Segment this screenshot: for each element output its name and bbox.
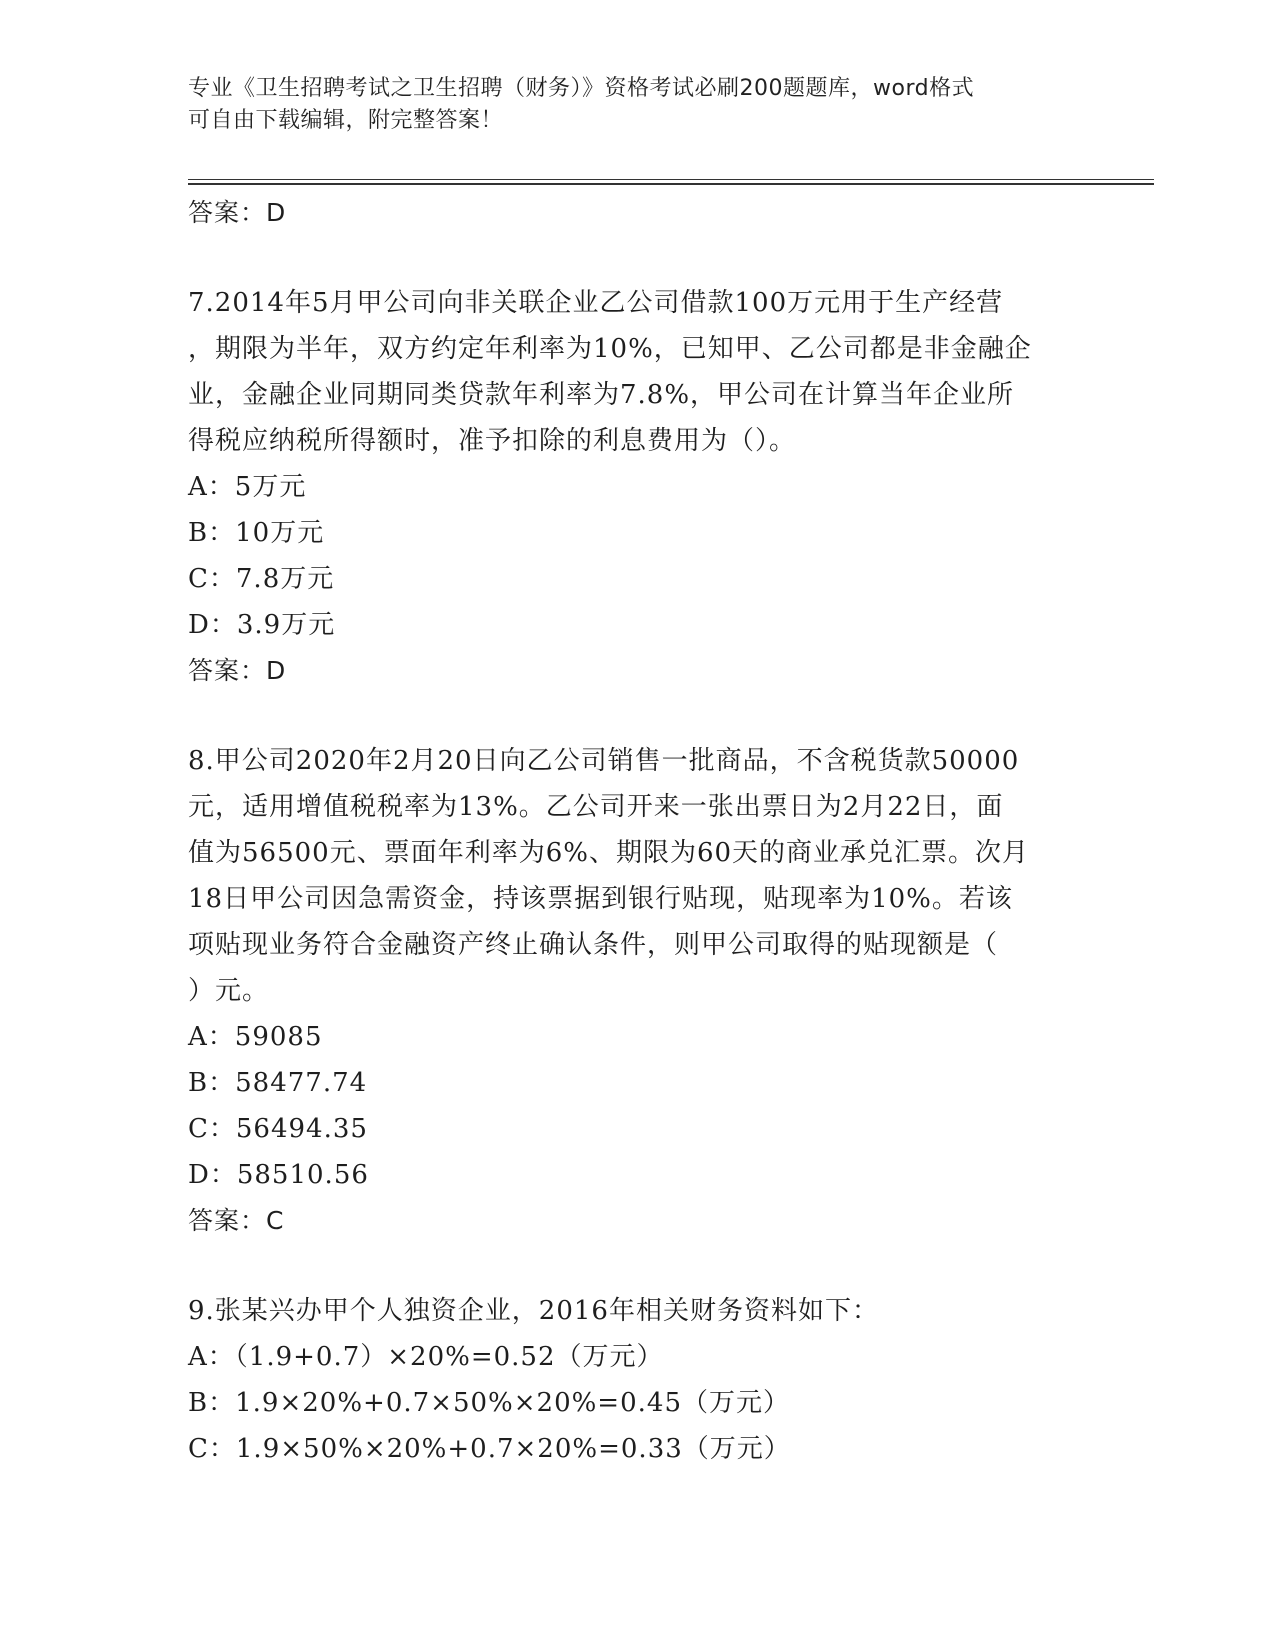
header-rule-thin <box>188 179 1154 180</box>
question-text-line: 值为56500元、票面年利率为6%、期限为60天的商业承兑汇票。次月 <box>188 838 1030 868</box>
question-text-line: 元，适用增值税税率为13%。乙公司开来一张出票日为2月22日，面 <box>188 792 1004 822</box>
spacer <box>188 694 1088 738</box>
document-content <box>188 190 1088 1472</box>
option-d: D：3.9万元 <box>188 610 336 640</box>
question-7 <box>188 280 1088 694</box>
question-text-line: 18日甲公司因急需资金，持该票据到银行贴现，贴现率为10%。若该 <box>188 884 1013 914</box>
option-d: D：58510.56 <box>188 1160 369 1190</box>
answer-line: 答案：D <box>188 656 287 685</box>
spacer <box>188 236 1088 280</box>
header-rule-thick <box>188 183 1154 185</box>
option-a: A：59085 <box>188 1022 323 1052</box>
document-header <box>188 73 1088 137</box>
option-c: C：56494.35 <box>188 1114 368 1144</box>
header-line-1: 专业《卫生招聘考试之卫生招聘（财务）》资格考试必刷200题题库，word格式 <box>188 76 975 101</box>
option-b: B：58477.74 <box>188 1068 368 1098</box>
answer-line: 答案：D <box>188 198 287 227</box>
option-a: A：5万元 <box>188 472 307 502</box>
question-text-line: 7.2014年5月甲公司向非关联企业乙公司借款100万元用于生产经营 <box>188 288 1004 318</box>
question-text-line: 业，金融企业同期同类贷款年利率为7.8%，甲公司在计算当年企业所 <box>188 380 1015 410</box>
question-text-line: ，期限为半年，双方约定年利率为10%，已知甲、乙公司都是非金融企 <box>188 334 1032 364</box>
question-9 <box>188 1288 1088 1472</box>
option-b: B：10万元 <box>188 518 325 548</box>
spacer <box>188 1244 1088 1288</box>
option-c: C：1.9×50%×20%+0.7×20%=0.33（万元） <box>188 1434 791 1464</box>
question-text-line: 项贴现业务符合金融资产终止确认条件，则甲公司取得的贴现额是（ <box>188 930 999 960</box>
answer-line: 答案：C <box>188 1206 285 1235</box>
option-a: A：（1.9+0.7）×20%=0.52（万元） <box>188 1342 664 1372</box>
question-text-line: 9.张某兴办甲个人独资企业，2016年相关财务资料如下： <box>188 1296 879 1326</box>
option-c: C：7.8万元 <box>188 564 335 594</box>
question-text-line: 得税应纳税所得额时，准予扣除的利息费用为（）。 <box>188 426 797 456</box>
question-text-line: 8.甲公司2020年2月20日向乙公司销售一批商品，不含税货款50000 <box>188 746 1020 776</box>
question-8 <box>188 738 1088 1244</box>
option-b: B：1.9×20%+0.7×50%×20%=0.45（万元） <box>188 1388 790 1418</box>
question-text-line: ）元。 <box>188 976 270 1006</box>
header-line-2: 可自由下载编辑，附完整答案！ <box>188 108 504 133</box>
